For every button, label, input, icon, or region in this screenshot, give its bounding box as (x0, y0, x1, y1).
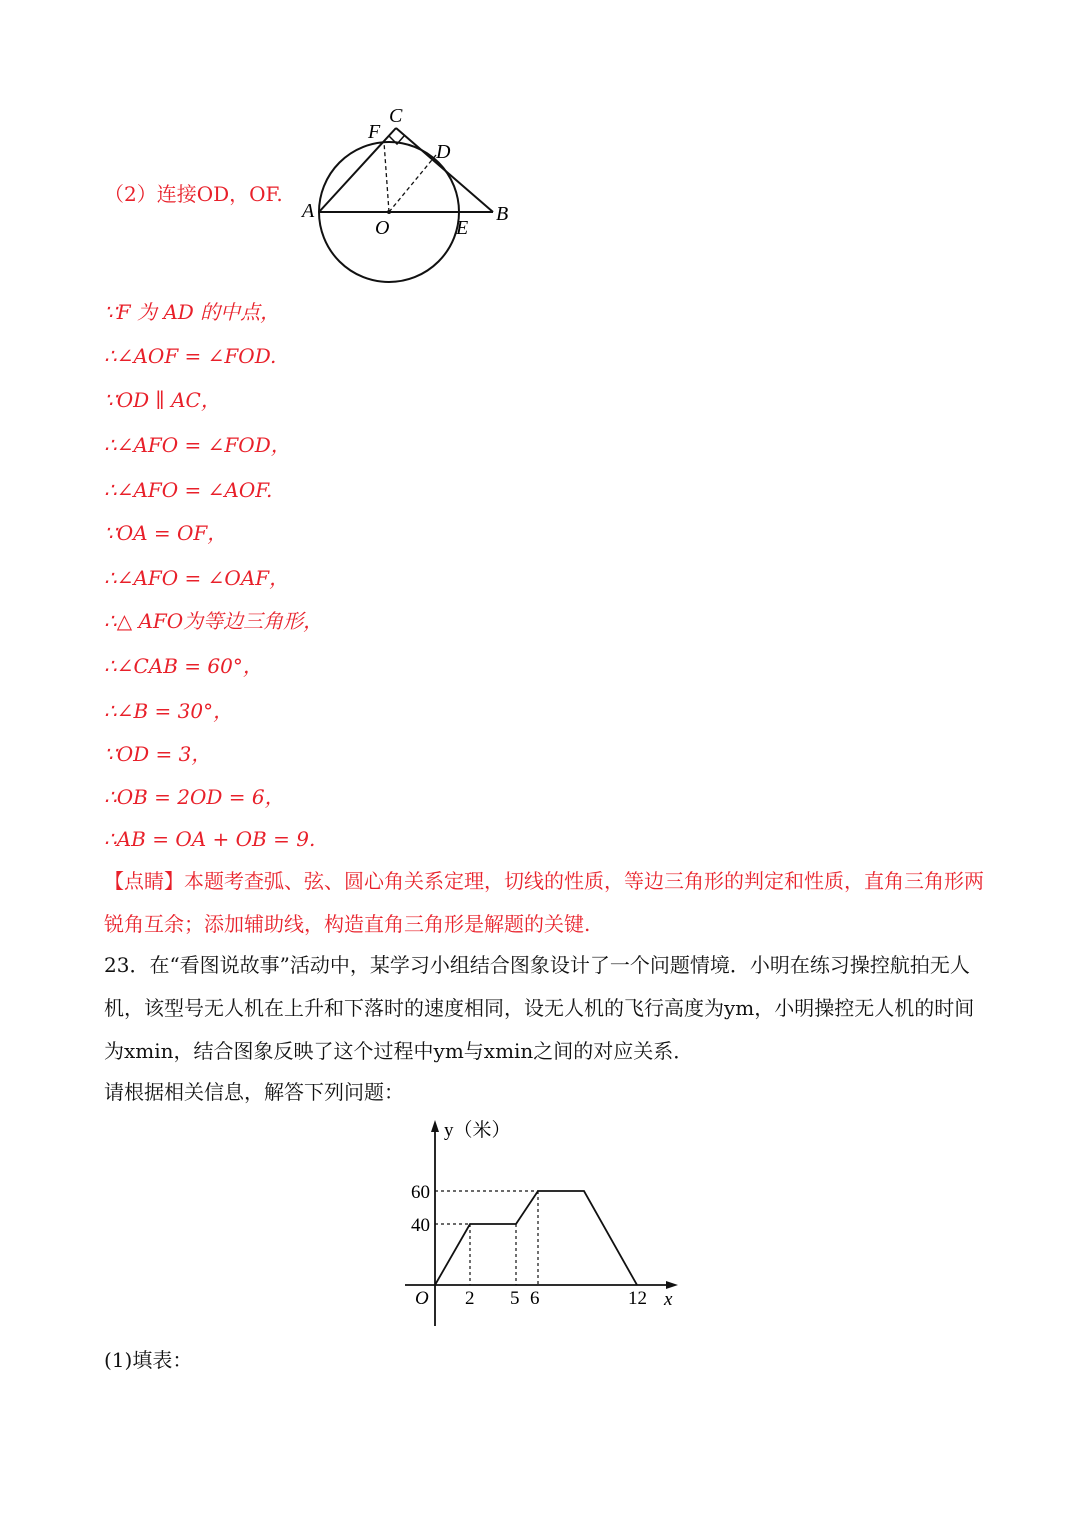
question-prompt: 请根据相关信息，解答下列问题： (104, 1080, 404, 1104)
step-12: ∴OB = 2OD = 6， (104, 785, 285, 809)
x-axis-label: x (664, 1289, 673, 1310)
label-c: C (389, 105, 403, 127)
step-5: ∴∠AFO = ∠AOF. (104, 478, 273, 502)
tick-40: 40 (411, 1215, 430, 1236)
step-2: ∴∠AOF = ∠FOD. (104, 344, 277, 368)
y-arrow (431, 1120, 439, 1132)
step-7: ∴∠AFO = ∠OAF， (104, 566, 290, 590)
question-23: 23．在“看图说故事”活动中，某学习小组结合图象设计了一个问题情境．小明在练习操控航拍无人机，该型号无人机在上升和下落时的速度相同，设无人机的飞行高度为ym，小明操控无人机的时间为xmin，结合图象反映了这个过程中ym与xmin之间的对应关系． (104, 953, 975, 1063)
step-9: ∴∠CAB = 60°， (104, 654, 263, 678)
tick-2: 2 (465, 1288, 475, 1309)
dianjing-note (104, 860, 984, 946)
label-b: B (496, 203, 509, 225)
tick-60: 60 (411, 1182, 430, 1203)
step-4: ∴∠AFO = ∠FOD， (104, 433, 291, 457)
dianjing-text: 本题考查弧、弦、圆心角关系定理，切线的性质，等边三角形的判定和性质，直角三角形两锐角互余；添加辅助线，构造直角三角形是解题的关键. (104, 869, 984, 936)
label-o: O (375, 217, 390, 239)
origin-label: O (415, 1288, 429, 1309)
dianjing-tag: 【点睛】 (104, 869, 184, 893)
step-11: ∵OD = 3， (104, 742, 212, 766)
step-13: ∴AB = OA + OB = 9. (104, 827, 316, 851)
step-8: ∴△ AFO为等边三角形， (104, 609, 324, 633)
tick-12: 12 (628, 1288, 647, 1309)
x-arrow (666, 1281, 678, 1289)
fill-table-prompt: (1)填表： (104, 1348, 193, 1372)
circle-figure (296, 100, 526, 290)
tick-6: 6 (530, 1288, 540, 1309)
dashed-of (384, 142, 389, 212)
y-axis-label: y（米） (444, 1120, 511, 1141)
dashed-od (389, 155, 436, 212)
flight-path (435, 1191, 637, 1285)
height-time-graph (400, 1116, 690, 1336)
label-a: A (302, 200, 315, 222)
step-3: ∵OD ∥ AC， (104, 388, 221, 412)
step-10: ∴∠B = 30°， (104, 699, 234, 723)
center-dot (387, 210, 391, 214)
label-d: D (436, 141, 451, 163)
step-6: ∵OA = OF， (104, 521, 228, 545)
step-1: ∵F 为 AD 的中点， (104, 300, 281, 324)
label-e: E (456, 217, 469, 239)
part2-intro: （2）连接OD，OF. (104, 182, 283, 206)
tick-5: 5 (510, 1288, 520, 1309)
segment-ac (319, 128, 396, 212)
label-f: F (368, 121, 381, 143)
